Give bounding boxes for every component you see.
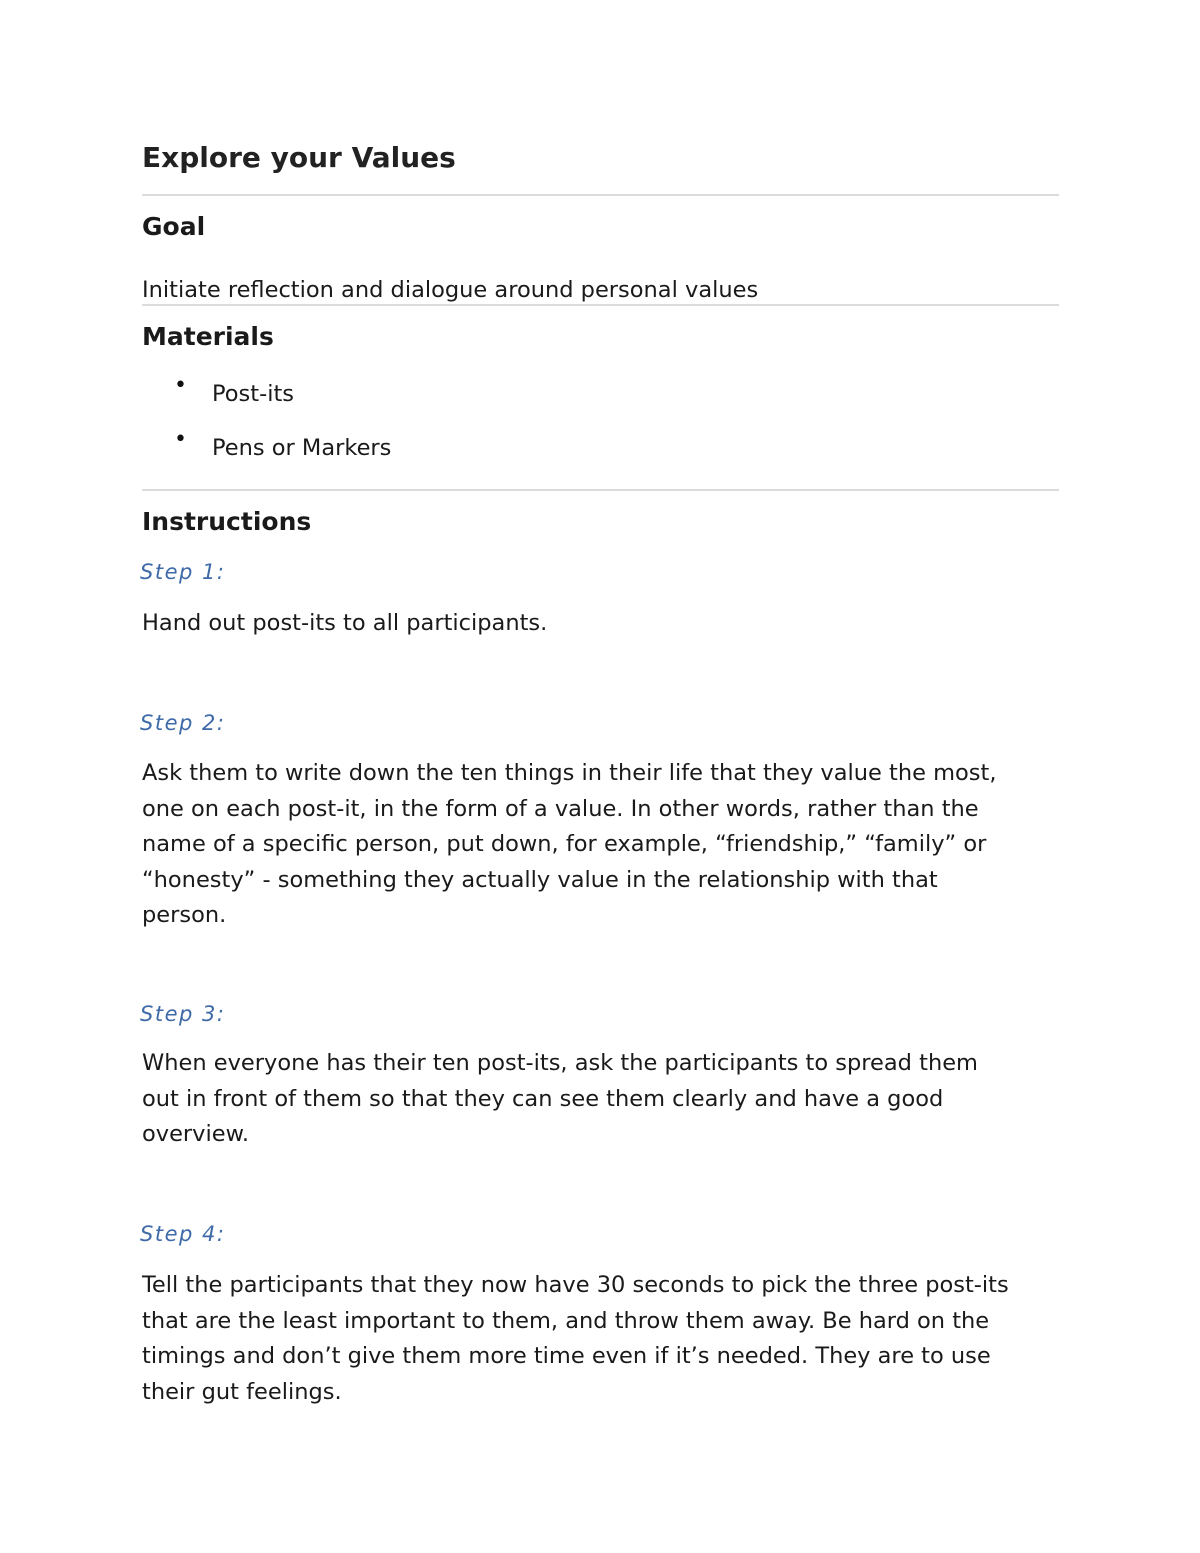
- materials-heading: Materials: [142, 322, 274, 351]
- step-2-line: “honesty” - something they actually value in the relationship with that: [142, 866, 938, 893]
- step-1-text: Hand out post-its to all participants.: [142, 610, 548, 636]
- document-title: Explore your Values: [142, 141, 456, 174]
- step-1-label: Step 1:: [140, 560, 226, 584]
- step-2-line: Ask them to write down the ten things in their life that they value the most,: [142, 760, 997, 786]
- goal-heading: Goal: [142, 212, 206, 241]
- step-4-line: that are the least important to them, and throw them away. Be hard on the: [142, 1307, 990, 1334]
- step-2-label: Step 2:: [140, 711, 226, 735]
- materials-item-label: Pens or Markers: [212, 435, 392, 461]
- title-divider: [142, 194, 1059, 196]
- step-4-line: Tell the participants that they now have 30 seconds to pick the three post-its: [142, 1272, 1009, 1298]
- step-3-line: out in front of them so that they can see them clearly and have a good: [142, 1085, 944, 1112]
- step-4-text: [142, 1268, 1059, 1410]
- step-2-text: [142, 756, 1059, 934]
- step-4-label: Step 4:: [140, 1222, 226, 1246]
- step-4-line: their gut feelings.: [142, 1378, 342, 1405]
- bullet-icon: •: [174, 427, 187, 452]
- materials-item-label: Post-its: [212, 381, 294, 407]
- goal-divider: [142, 304, 1059, 306]
- instructions-heading: Instructions: [142, 507, 312, 536]
- bullet-icon: •: [174, 373, 187, 398]
- goal-text: Initiate reflection and dialogue around personal values: [142, 277, 759, 303]
- step-4-line: timings and don’t give them more time even if it’s needed. They are to use: [142, 1343, 991, 1369]
- materials-divider: [142, 489, 1059, 491]
- step-2-line: name of a specific person, put down, for example, “friendship,” “family” or: [142, 831, 987, 857]
- step-3-text: [142, 1046, 1059, 1153]
- step-3-line: When everyone has their ten post-its, ask the participants to spread them: [142, 1050, 978, 1076]
- step-2-line: person.: [142, 902, 227, 928]
- step-2-line: one on each post-it, in the form of a value. In other words, rather than the: [142, 795, 979, 822]
- step-3-label: Step 3:: [140, 1002, 226, 1026]
- step-3-line: overview.: [142, 1121, 250, 1147]
